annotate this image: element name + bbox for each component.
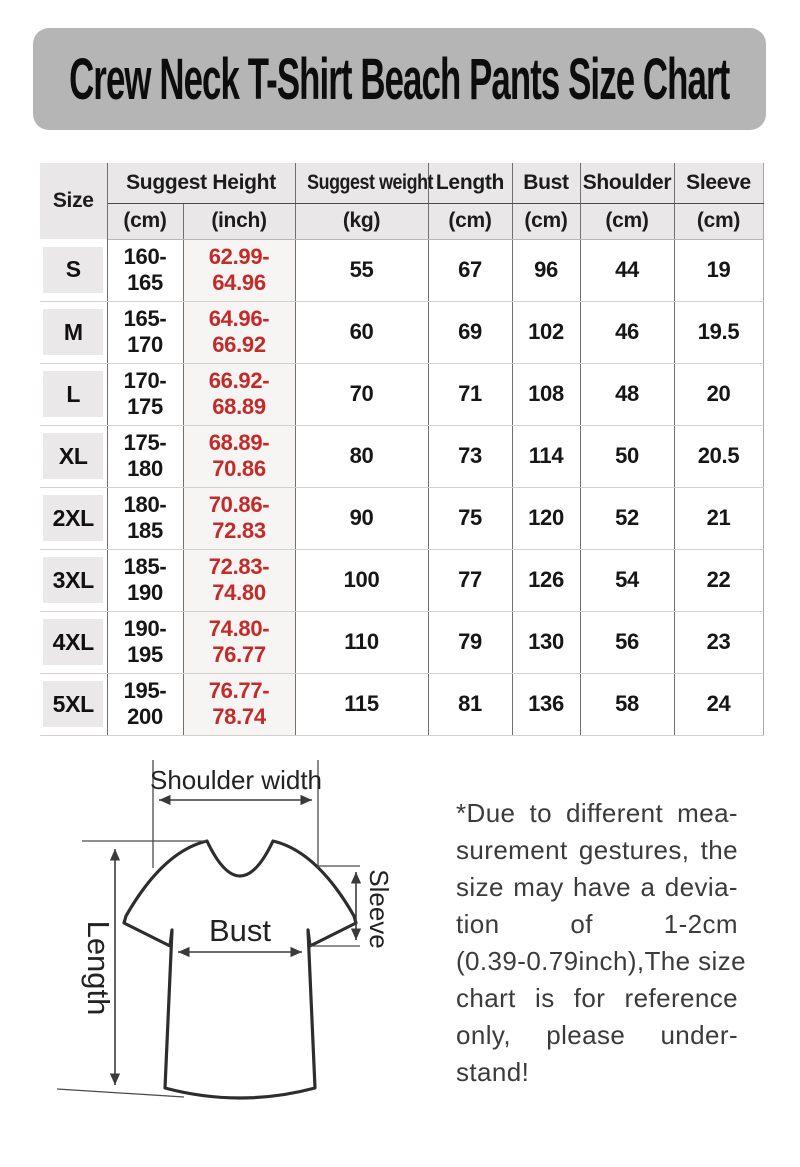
unit-shoulder-cm: (cm) [580, 203, 674, 239]
disclaimer-line: size may have a devia- [456, 872, 738, 902]
shoulder-value: 50 [580, 425, 674, 487]
disclaimer-text [456, 795, 746, 1091]
sleeve-label: Sleeve [364, 869, 394, 949]
table-row [40, 549, 763, 611]
height-cm-value: 195-200 [107, 673, 183, 735]
height-inch-value: 66.92-68.89 [183, 363, 295, 425]
height-cm-value: 185-190 [107, 549, 183, 611]
bust-value: 126 [512, 549, 580, 611]
shoulder-width-label: Shoulder width [150, 765, 322, 795]
size-value: XL [43, 433, 103, 479]
length-value: 81 [428, 673, 512, 735]
height-cm-value: 170-175 [107, 363, 183, 425]
col-header-suggest-height: Suggest Height [107, 163, 295, 203]
sleeve-value: 20 [674, 363, 763, 425]
shoulder-value: 52 [580, 487, 674, 549]
size-table-header [40, 163, 763, 239]
size-value: 2XL [43, 495, 103, 541]
height-inch-value: 64.96-66.92 [183, 301, 295, 363]
disclaimer-line: tion of 1-2cm [456, 909, 738, 939]
size-value: L [43, 371, 103, 417]
unit-height-cm: (cm) [107, 203, 183, 239]
size-value: 4XL [43, 619, 103, 665]
length-value: 71 [428, 363, 512, 425]
height-inch-value: 72.83-74.80 [183, 549, 295, 611]
shoulder-value: 58 [580, 673, 674, 735]
title-banner [33, 28, 766, 130]
col-header-sleeve: Sleeve [674, 163, 763, 203]
bust-value: 108 [512, 363, 580, 425]
height-cm-value: 165-170 [107, 301, 183, 363]
shoulder-value: 56 [580, 611, 674, 673]
height-inch-value: 70.86-72.83 [183, 487, 295, 549]
table-row [40, 673, 763, 735]
sleeve-value: 20.5 [674, 425, 763, 487]
size-table-body [40, 239, 763, 735]
weight-kg-value: 110 [295, 611, 428, 673]
disclaimer-line: *Due to different mea- [456, 798, 738, 828]
height-inch-value: 62.99-64.96 [183, 239, 295, 301]
shoulder-value: 48 [580, 363, 674, 425]
col-header-suggest-weight [295, 163, 433, 203]
size-value: S [43, 247, 103, 293]
page-title: Crew Neck T-Shirt Beach Pants Size Chart [69, 46, 730, 112]
bust-value: 102 [512, 301, 580, 363]
suggest-weight-label: Suggest weight [306, 170, 433, 194]
unit-weight-kg: (kg) [295, 203, 428, 239]
size-value: M [43, 309, 103, 355]
size-table [40, 163, 764, 736]
shoulder-value: 46 [580, 301, 674, 363]
length-label: Length [81, 920, 116, 1016]
height-inch-value: 74.80-76.77 [183, 611, 295, 673]
disclaimer-line: (0.39-0.79inch),The size [456, 946, 746, 976]
bust-value: 96 [512, 239, 580, 301]
sleeve-value: 24 [674, 673, 763, 735]
bust-value: 114 [512, 425, 580, 487]
disclaimer-line: only, please under- [456, 1020, 738, 1050]
sleeve-value: 19.5 [674, 301, 763, 363]
length-value: 67 [428, 239, 512, 301]
table-row [40, 425, 763, 487]
unit-sleeve-cm: (cm) [674, 203, 763, 239]
unit-length-cm: (cm) [428, 203, 512, 239]
length-value: 77 [428, 549, 512, 611]
weight-kg-value: 55 [295, 239, 428, 301]
size-value: 5XL [43, 681, 103, 727]
disclaimer-line: chart is for reference [456, 983, 738, 1013]
height-cm-value: 160-165 [107, 239, 183, 301]
height-inch-value: 76.77-78.74 [183, 673, 295, 735]
shoulder-value: 44 [580, 239, 674, 301]
weight-kg-value: 115 [295, 673, 428, 735]
bust-value: 130 [512, 611, 580, 673]
bust-label: Bust [208, 913, 272, 948]
table-row [40, 301, 763, 363]
length-value: 73 [428, 425, 512, 487]
weight-kg-value: 80 [295, 425, 428, 487]
height-inch-value: 68.89-70.86 [183, 425, 295, 487]
col-header-size: Size [40, 163, 107, 239]
col-header-bust: Bust [512, 163, 580, 203]
sleeve-value: 23 [674, 611, 763, 673]
height-cm-value: 175-180 [107, 425, 183, 487]
weight-kg-value: 90 [295, 487, 428, 549]
unit-bust-cm: (cm) [512, 203, 580, 239]
bust-value: 136 [512, 673, 580, 735]
tshirt-measurement-diagram [38, 756, 444, 1111]
height-cm-value: 190-195 [107, 611, 183, 673]
table-row [40, 611, 763, 673]
table-row [40, 363, 763, 425]
sleeve-value: 19 [674, 239, 763, 301]
weight-kg-value: 100 [295, 549, 428, 611]
length-value: 75 [428, 487, 512, 549]
col-header-length: Length [428, 163, 512, 203]
weight-kg-value: 60 [295, 301, 428, 363]
disclaimer-line: stand! [456, 1057, 530, 1087]
col-header-shoulder: Shoulder [580, 163, 674, 203]
table-row [40, 239, 763, 301]
length-value: 69 [428, 301, 512, 363]
size-value: 3XL [43, 557, 103, 603]
sleeve-value: 22 [674, 549, 763, 611]
length-value: 79 [428, 611, 512, 673]
table-row [40, 487, 763, 549]
shoulder-value: 54 [580, 549, 674, 611]
height-cm-value: 180-185 [107, 487, 183, 549]
bust-value: 120 [512, 487, 580, 549]
disclaimer-line: surement gestures, the [456, 835, 738, 865]
weight-kg-value: 70 [295, 363, 428, 425]
sleeve-value: 21 [674, 487, 763, 549]
unit-height-inch: (inch) [183, 203, 295, 239]
tshirt-outline [124, 841, 356, 1098]
